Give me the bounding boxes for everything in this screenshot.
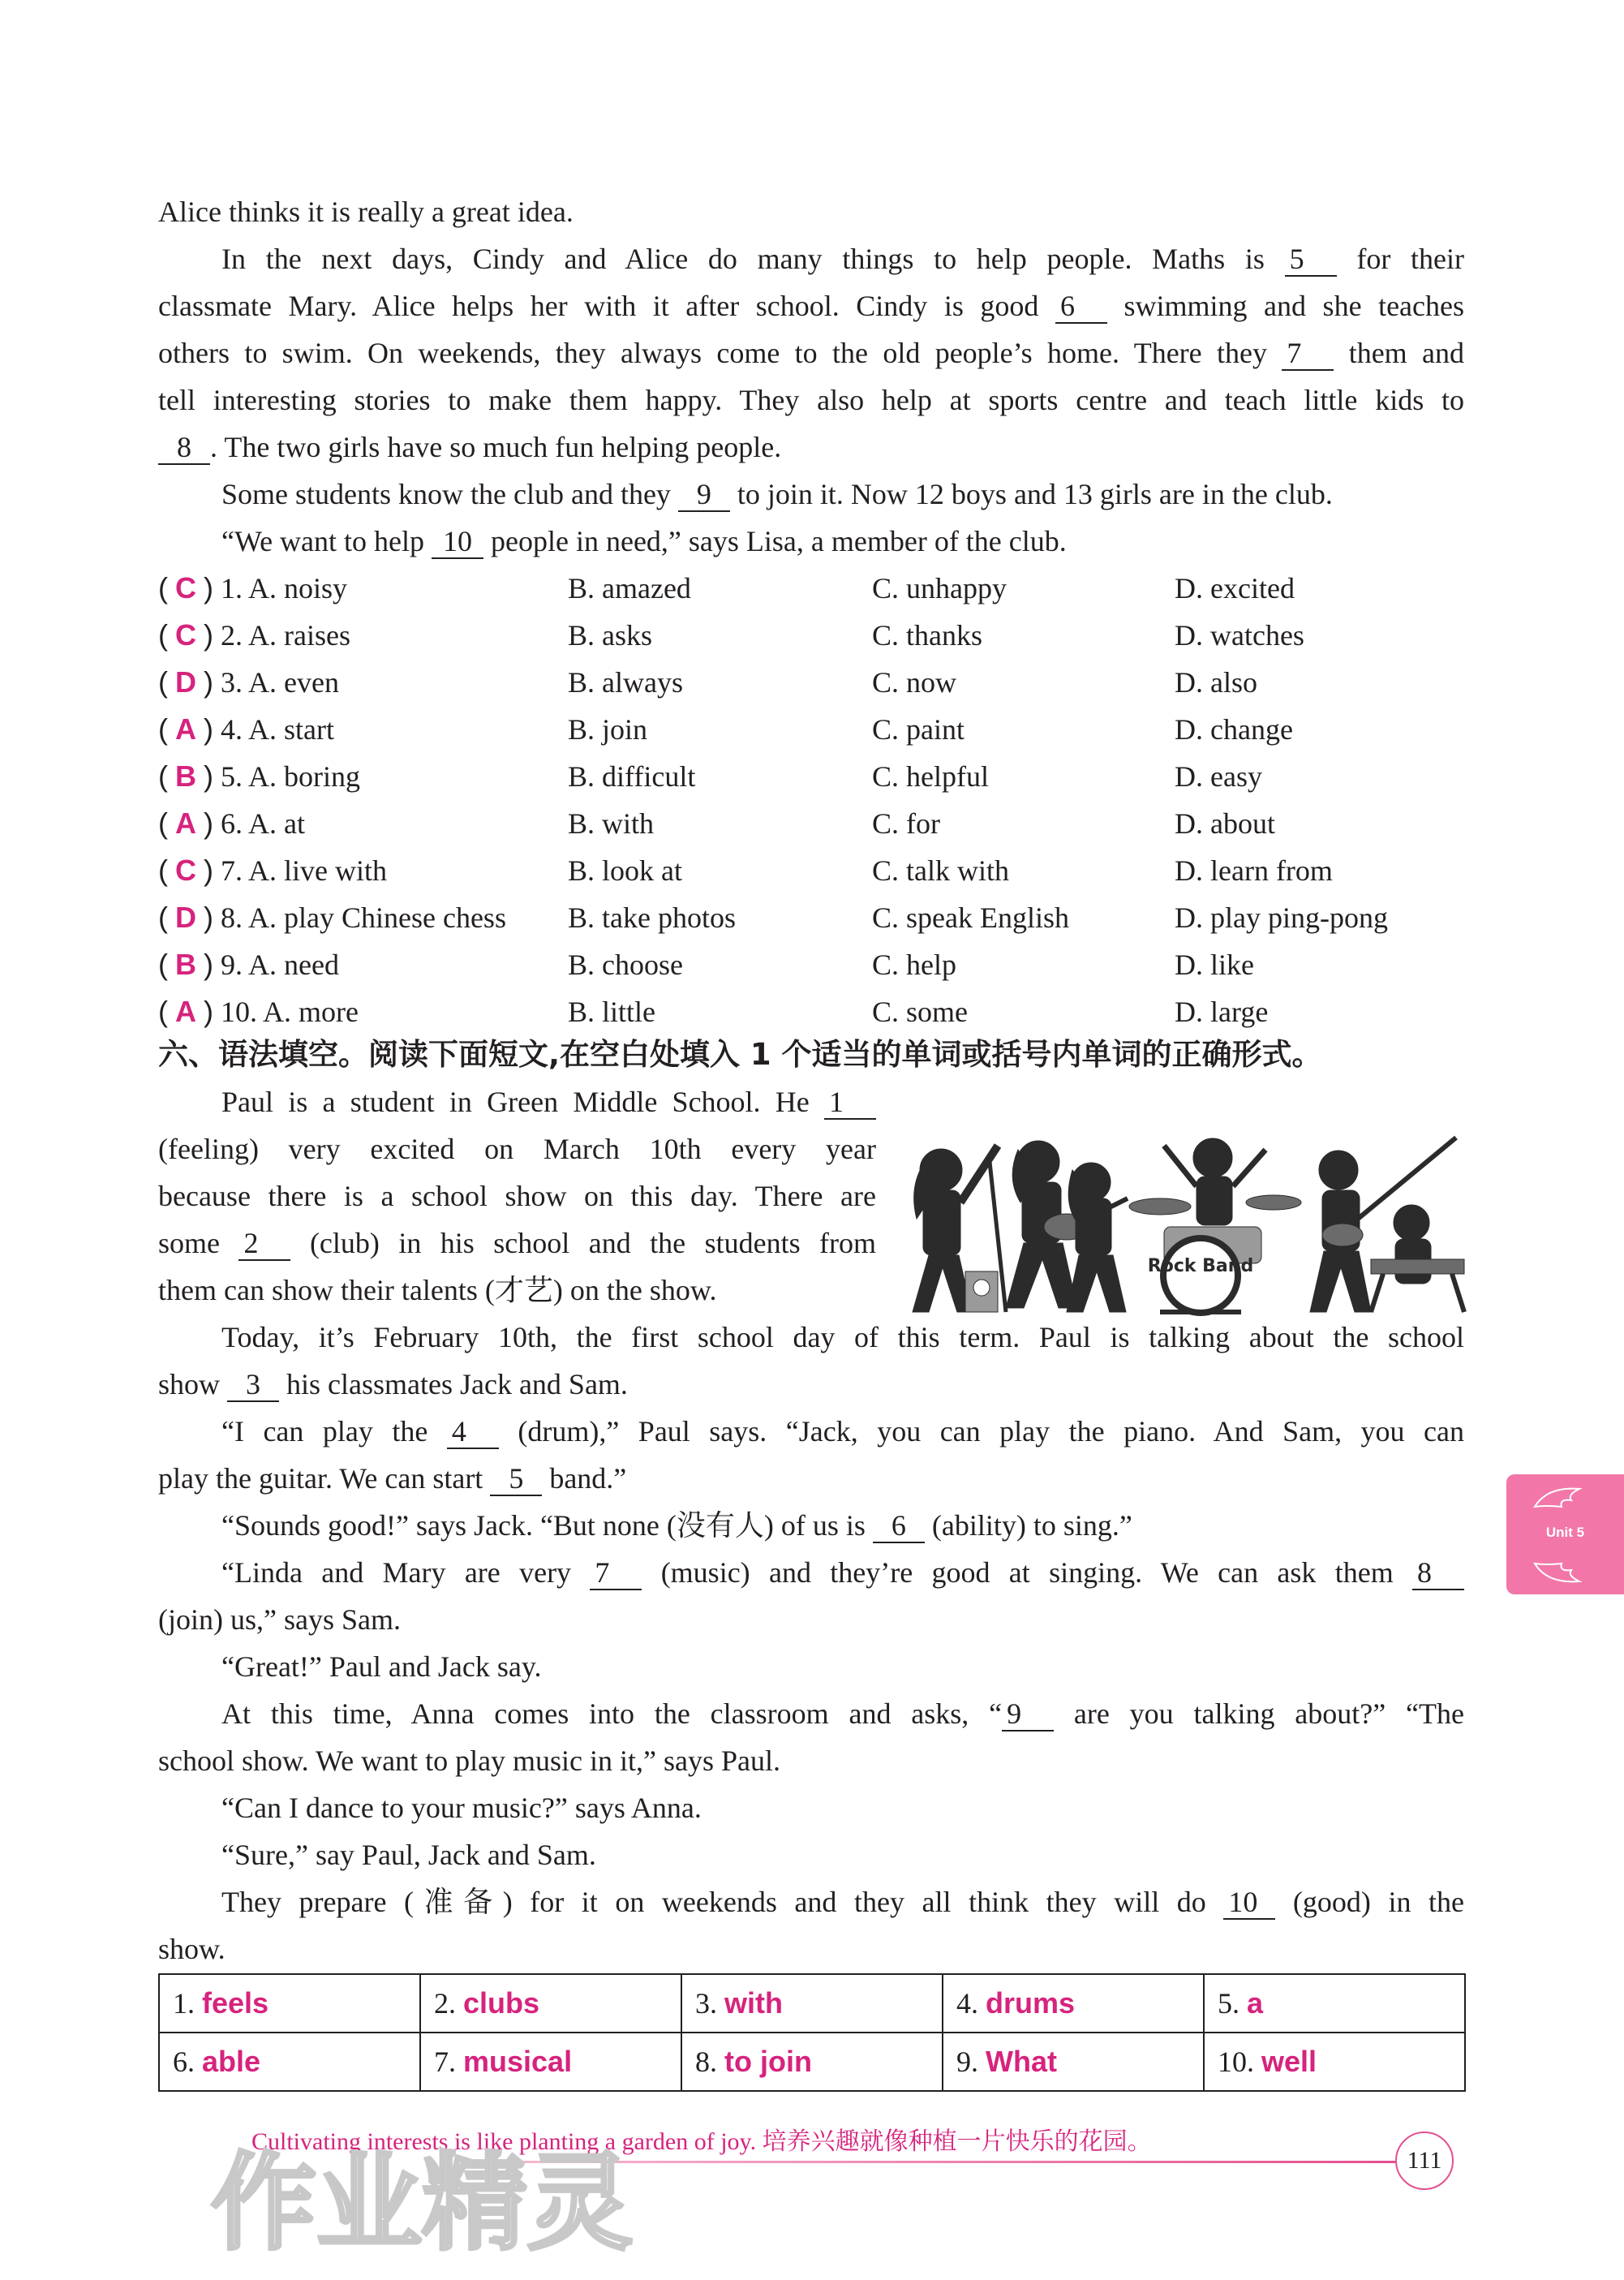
question-number: 4. <box>221 713 243 746</box>
passage-line: school show. We want to play music in it,” says Paul. <box>158 1744 781 1777</box>
option-b: B. with <box>568 807 655 840</box>
answer-row <box>159 1974 1465 2033</box>
option-d: D. change <box>1175 713 1293 746</box>
option-a: A. at <box>248 807 305 840</box>
blank: 5 <box>1285 243 1337 277</box>
unit-side-tab <box>1506 1474 1624 1594</box>
blank: 4 <box>447 1415 499 1449</box>
option-b: B. asks <box>568 619 653 652</box>
wing-icon <box>1531 1555 1587 1588</box>
wing-icon <box>1531 1482 1587 1515</box>
choice-answer: A <box>175 807 196 840</box>
passage-line: Alice thinks it is really a great idea. <box>158 196 574 228</box>
answer-cell: 3. with <box>681 1974 943 2033</box>
passage-line: (join) us,” says Sam. <box>158 1603 401 1636</box>
passage-line: Today, it’s February 10th, the first school day of this term. Paul is talking about the school <box>221 1321 1464 1353</box>
option-c: C. unhappy <box>872 572 1007 604</box>
question-number: 1. <box>221 572 243 604</box>
answer-cell: 8. to join <box>681 2033 943 2091</box>
answer-row <box>159 2033 1465 2091</box>
blank: 10 <box>432 525 483 559</box>
choice-row: ( B ) 5. A. boring <box>158 759 361 793</box>
passage-line: Some students know the club and they 9 to join it. Now 12 boys and 13 girls are in the club. <box>221 478 1333 510</box>
passage-line: “Great!” Paul and Jack say. <box>221 1650 542 1683</box>
option-c: C. for <box>872 807 940 840</box>
passage-line: “I can play the 4 (drum),” Paul says. “Jack, you can play the piano. And Sam, you can <box>221 1415 1465 1448</box>
choice-answer: B <box>175 759 196 793</box>
passage-line: In the next days, Cindy and Alice do many things to help people. Maths is 5 for their <box>221 243 1464 275</box>
option-b: B. take photos <box>568 901 736 934</box>
answer-cell: 2. clubs <box>420 1974 681 2033</box>
question-number: 5. <box>221 760 243 793</box>
blank: 7 <box>1282 337 1334 371</box>
option-a: A. noisy <box>248 572 348 604</box>
choice-row: ( D ) 3. A. even <box>158 665 339 699</box>
choice-answer: A <box>175 712 196 746</box>
blank: 3 <box>227 1368 279 1402</box>
passage-line: “Sure,” say Paul, Jack and Sam. <box>221 1839 596 1871</box>
passage-line: show. <box>158 1933 226 1965</box>
question-number: 8. <box>221 901 243 934</box>
option-d: D. play ping-pong <box>1175 901 1388 934</box>
choice-row: ( B ) 9. A. need <box>158 948 339 981</box>
option-d: D. learn from <box>1175 854 1333 887</box>
choice-answer: C <box>175 618 196 652</box>
section-heading: 六、语法填空。阅读下面短文,在空白处填入 1 个适当的单词或括号内单词的正确形式。 <box>158 1037 1322 1072</box>
answer-cell: 9. What <box>943 2033 1204 2091</box>
answer-cell: 4. drums <box>943 1974 1204 2033</box>
option-d: D. excited <box>1175 572 1295 604</box>
option-c: C. thanks <box>872 619 983 652</box>
option-a: A. start <box>248 713 334 746</box>
option-b: B. choose <box>568 949 683 981</box>
choice-answer: D <box>175 665 196 699</box>
blank: 8 <box>1412 1556 1464 1590</box>
option-c: C. talk with <box>872 854 1009 887</box>
question-number: 6. <box>221 807 243 840</box>
passage-line: tell interesting stories to make them happy. They also help at sports centre and teach little kids to <box>158 384 1464 416</box>
option-d: D. easy <box>1175 760 1262 793</box>
passage-line: Paul is a student in Green Middle School. He 1 <box>158 1078 876 1125</box>
option-b: B. little <box>568 996 655 1028</box>
passage-line: others to swim. On weekends, they always come to the old people’s home. There they 7 them and <box>158 337 1465 369</box>
choice-answer: C <box>175 571 196 604</box>
page-number: 111 <box>1395 2132 1454 2190</box>
answer-table <box>158 1973 1466 2092</box>
option-d: D. about <box>1175 807 1275 840</box>
passage-line: (feeling) very excited on March 10th every year <box>158 1133 876 1165</box>
option-a: A. more <box>263 996 359 1028</box>
choice-row: ( A ) 10. A. more <box>158 995 359 1028</box>
answer-cell: 6. able <box>159 2033 420 2091</box>
option-a: A. live with <box>248 854 387 887</box>
choice-row: ( C ) 2. A. raises <box>158 618 350 652</box>
question-number: 7. <box>221 854 243 887</box>
question-number: 9. <box>221 949 243 981</box>
choice-answer: A <box>175 995 196 1028</box>
passage-line: 8 . The two girls have so much fun helping people. <box>158 424 1464 471</box>
option-a: A. raises <box>248 619 350 652</box>
passage-line: “Can I dance to your music?” says Anna. <box>221 1792 702 1824</box>
answer-cell: 1. feels <box>159 1974 420 2033</box>
blank: 2 <box>238 1227 290 1261</box>
question-number: 10. <box>221 996 257 1028</box>
drum-label: Rock Band <box>1147 1256 1254 1276</box>
answer-cell: 5. a <box>1204 1974 1465 2033</box>
choice-row: ( C ) 7. A. live with <box>158 854 387 887</box>
option-a: A. boring <box>248 760 361 793</box>
question-number: 3. <box>221 666 243 699</box>
choice-row: ( A ) 4. A. start <box>158 712 334 746</box>
rock-band-illustration <box>884 1113 1468 1316</box>
option-d: D. also <box>1175 666 1257 699</box>
passage-line: “We want to help 10 people in need,” says Lisa, a member of the club. <box>221 525 1067 557</box>
blank: 9 <box>678 478 730 512</box>
option-b: B. look at <box>568 854 682 887</box>
choice-answer: B <box>175 948 196 981</box>
option-d: D. watches <box>1175 619 1304 652</box>
footer-motto: Cultivating interests is like planting a garden of joy. 培养兴趣就像种植一片快乐的花园。 <box>251 2128 1152 2155</box>
option-b: B. difficult <box>568 760 696 793</box>
choice-answer: C <box>175 854 196 887</box>
question-number: 2. <box>221 619 243 652</box>
option-b: B. amazed <box>568 572 691 604</box>
option-c: C. speak English <box>872 901 1069 934</box>
blank: 9 <box>1002 1697 1054 1732</box>
passage-line: play the guitar. We can start 5 band.” <box>158 1462 627 1495</box>
answer-cell: 7. musical <box>420 2033 681 2091</box>
option-a: A. need <box>248 949 339 981</box>
option-a: A. even <box>248 666 339 699</box>
passage-line: some 2 (club) in his school and the students from <box>158 1227 877 1259</box>
blank: 10 <box>1223 1886 1275 1920</box>
blank: 1 <box>824 1086 876 1120</box>
choice-answer: D <box>175 901 196 934</box>
option-c: C. now <box>872 666 957 699</box>
option-b: B. always <box>568 666 683 699</box>
blank: 6 <box>1055 290 1107 324</box>
option-b: B. join <box>568 713 648 746</box>
option-c: C. paint <box>872 713 965 746</box>
choice-row: ( D ) 8. A. play Chinese chess <box>158 901 506 934</box>
passage-line: At this time, Anna comes into the classroom and asks, “ 9 are you talking about?” “The <box>221 1697 1464 1730</box>
passage-line: because there is a school show on this day. There are <box>158 1180 876 1212</box>
answer-cell: 10. well <box>1204 2033 1465 2091</box>
option-d: D. like <box>1175 949 1254 981</box>
blank: 8 <box>158 431 210 465</box>
option-a: A. play Chinese chess <box>248 901 506 934</box>
option-c: C. helpful <box>872 760 989 793</box>
blank: 7 <box>590 1556 642 1590</box>
passage-line: They prepare (准备) for it on weekends and they all think they will do 10 (good) in the <box>221 1886 1465 1918</box>
option-c: C. help <box>872 949 956 981</box>
passage-line: them can show their talents (才艺) on the show. <box>158 1274 717 1306</box>
blank: 6 <box>873 1509 925 1543</box>
passage-line: classmate Mary. Alice helps her with it after school. Cindy is good 6 swimming and she teaches <box>158 290 1465 322</box>
choice-row: ( A ) 6. A. at <box>158 807 305 840</box>
watermark-text: 作业精灵 <box>211 2141 634 2264</box>
blank: 5 <box>490 1462 542 1496</box>
passage-line: “Linda and Mary are very 7 (music) and they’re good at singing. We can ask them 8 <box>158 1549 1464 1596</box>
passage-line: “Sounds good!” says Jack. “But none (没有人) of us is 6 (ability) to sing.” <box>221 1509 1132 1542</box>
passage-line: show 3 his classmates Jack and Sam. <box>158 1368 628 1400</box>
option-d: D. large <box>1175 996 1269 1028</box>
option-c: C. some <box>872 996 969 1028</box>
watermark <box>203 2126 657 2264</box>
unit-label: Unit 5 <box>1545 1525 1585 1540</box>
choice-row: ( C ) 1. A. noisy <box>158 571 348 604</box>
